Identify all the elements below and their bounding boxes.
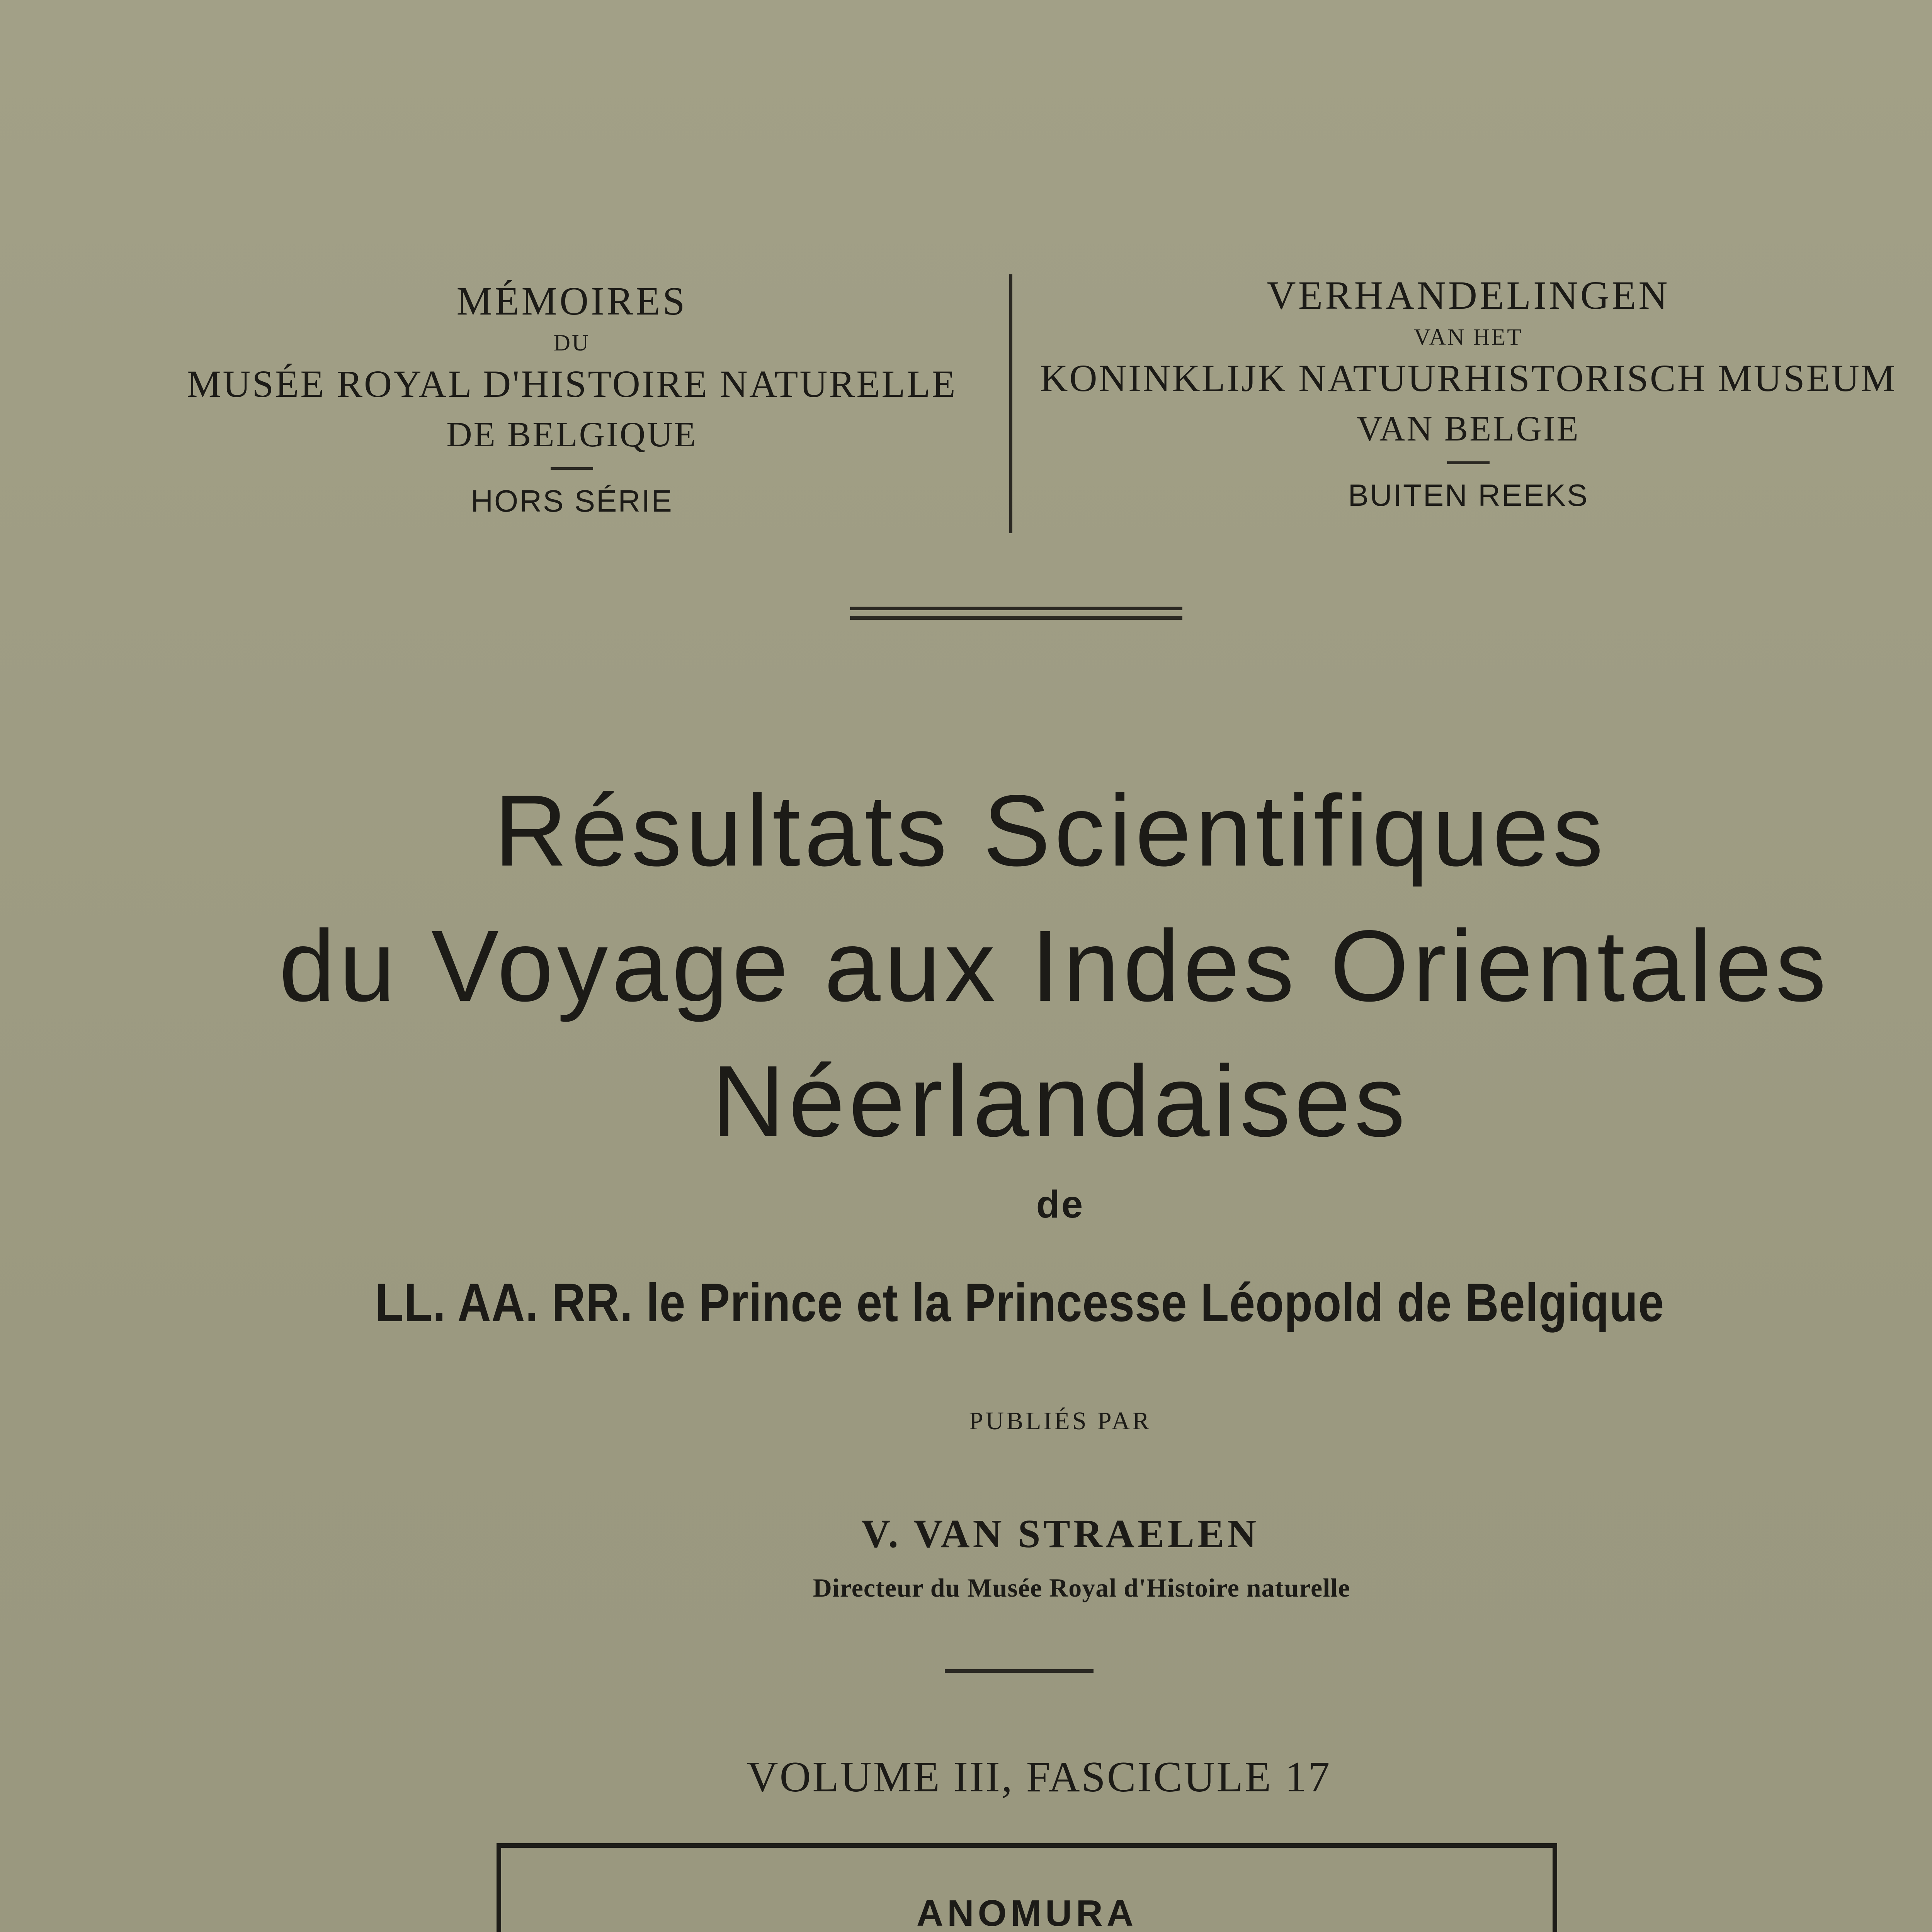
article-title: ANOMURA [916,1893,1138,1932]
header-left-du: DU [553,330,590,355]
publisher-name: V. VAN STRAELEN [861,1512,1260,1556]
title-de: de [1036,1183,1085,1226]
header-left-memoires: MÉMOIRES [456,279,687,323]
header-left-museum: MUSÉE ROYAL D'HISTOIRE NATURELLE [187,362,957,405]
header-right-verhandelingen: VERHANDELINGEN [1267,273,1670,318]
header-right-belgie: VAN BELGIE [1357,409,1580,448]
title-patrons: LL. AA. RR. le Prince et la Princesse Léopold de Belgique [375,1272,1665,1333]
publisher-role: Directeur du Musée Royal d'Histoire naturelle [813,1573,1350,1602]
volume-label: VOLUME III, FASCICULE 17 [747,1753,1332,1801]
header-divider [1009,274,1012,533]
header-left-dash [551,467,593,470]
publisher-rule [945,1669,1094,1673]
header-left-series: HORS SÉRIE [471,484,673,518]
title-line-3: Néerlandaises [711,1044,1409,1158]
header-right-dash [1447,461,1490,464]
title-double-rule [850,607,1182,620]
title-line-2: du Voyage aux Indes Orientales [279,909,1830,1022]
article-box [497,1843,1557,1932]
header-right-van-het: VAN HET [1414,324,1523,350]
header-right-series: BUITEN REEKS [1348,478,1589,512]
publisher-label: PUBLIÉS PAR [969,1407,1152,1435]
header-left-belgique: DE BELGIQUE [446,415,697,454]
title-line-1: Résultats Scientifiques [494,774,1607,887]
header-right-museum: KONINKLIJK NATUURHISTORISCH MUSEUM [1040,357,1897,400]
header-right [1024,270,1913,517]
header-left [147,276,997,522]
